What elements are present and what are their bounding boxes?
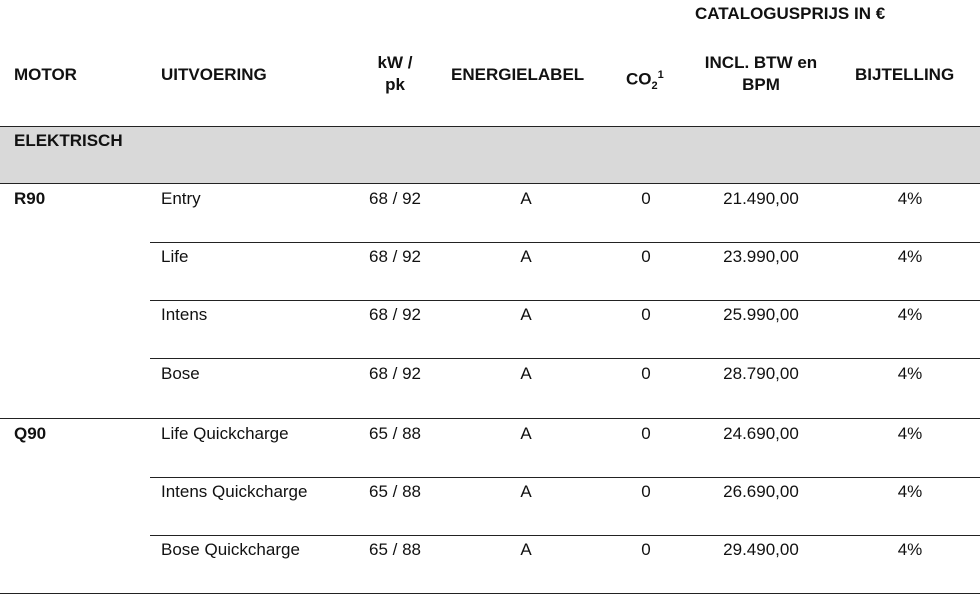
row-divider — [150, 535, 980, 536]
price-group-heading: CATALOGUSPRIJS IN € — [695, 4, 886, 23]
cell-uitvoering: Entry — [161, 189, 201, 208]
column-header-kw-line2: pk — [385, 75, 405, 94]
column-header-energielabel: ENERGIELABEL — [451, 65, 585, 84]
cell-price: 21.490,00 — [723, 189, 799, 208]
cell-price: 24.690,00 — [723, 424, 799, 443]
cell-energielabel: A — [520, 189, 532, 208]
cell-energielabel: A — [520, 305, 532, 324]
section-bottom-rule — [0, 183, 980, 184]
cell-bijtelling: 4% — [897, 424, 923, 443]
cell-co2: 0 — [641, 247, 651, 266]
cell-co2: 0 — [641, 189, 651, 208]
cell-energielabel: A — [520, 482, 532, 501]
cell-price: 25.990,00 — [723, 305, 799, 324]
cell-energielabel: A — [520, 424, 532, 443]
cell-uitvoering: Life Quickcharge — [161, 424, 289, 443]
group-divider — [0, 418, 980, 419]
cell-kw-pk: 68 / 92 — [369, 305, 421, 324]
column-header-price — [686, 52, 836, 96]
cell-co2: 0 — [641, 540, 651, 559]
cell-co2: 0 — [641, 424, 651, 443]
cell-price: 23.990,00 — [723, 247, 799, 266]
motor-label-r90: R90 — [14, 189, 46, 208]
column-header-kw-pk — [355, 52, 435, 96]
cell-price: 28.790,00 — [723, 364, 799, 383]
row-divider — [150, 358, 980, 359]
co2-footnote-marker: 1 — [657, 69, 664, 81]
cell-bijtelling: 4% — [897, 482, 923, 501]
cell-energielabel: A — [520, 247, 532, 266]
cell-energielabel: A — [520, 540, 532, 559]
column-header-co2 — [626, 64, 664, 97]
column-header-kw-line1: kW / — [377, 53, 413, 72]
cell-kw-pk: 65 / 88 — [369, 540, 421, 559]
cell-kw-pk: 68 / 92 — [369, 364, 421, 383]
cell-bijtelling: 4% — [897, 364, 923, 383]
cell-energielabel: A — [520, 364, 532, 383]
cell-kw-pk: 68 / 92 — [369, 189, 421, 208]
co2-subscript: 2 — [651, 80, 658, 93]
cell-co2: 0 — [641, 305, 651, 324]
cell-bijtelling: 4% — [897, 540, 923, 559]
cell-kw-pk: 65 / 88 — [369, 424, 421, 443]
motor-label-q90: Q90 — [14, 424, 47, 443]
cell-kw-pk: 65 / 88 — [369, 482, 421, 501]
column-header-price-line2: BPM — [742, 75, 780, 94]
cell-co2: 0 — [641, 364, 651, 383]
cell-uitvoering: Bose Quickcharge — [161, 540, 300, 559]
table-bottom-rule — [0, 593, 980, 594]
cell-uitvoering: Life — [161, 247, 189, 266]
cell-kw-pk: 68 / 92 — [369, 247, 421, 266]
column-header-bijtelling: BIJTELLING — [855, 65, 955, 84]
row-divider — [150, 242, 980, 243]
row-divider — [150, 477, 980, 478]
cell-bijtelling: 4% — [897, 247, 923, 266]
cell-uitvoering: Intens — [161, 305, 208, 324]
cell-co2: 0 — [641, 482, 651, 501]
cell-uitvoering: Intens Quickcharge — [161, 482, 308, 501]
section-band — [0, 127, 980, 183]
co2-base: CO — [626, 69, 652, 89]
cell-bijtelling: 4% — [897, 305, 923, 324]
column-header-price-line1: INCL. BTW en — [704, 53, 818, 72]
cell-price: 26.690,00 — [723, 482, 799, 501]
section-title: ELEKTRISCH — [14, 131, 123, 150]
column-header-uitvoering: UITVOERING — [161, 65, 267, 84]
cell-bijtelling: 4% — [897, 189, 923, 208]
cell-uitvoering: Bose — [161, 364, 200, 383]
column-header-motor: MOTOR — [14, 65, 77, 84]
cell-price: 29.490,00 — [723, 540, 799, 559]
row-divider — [150, 300, 980, 301]
